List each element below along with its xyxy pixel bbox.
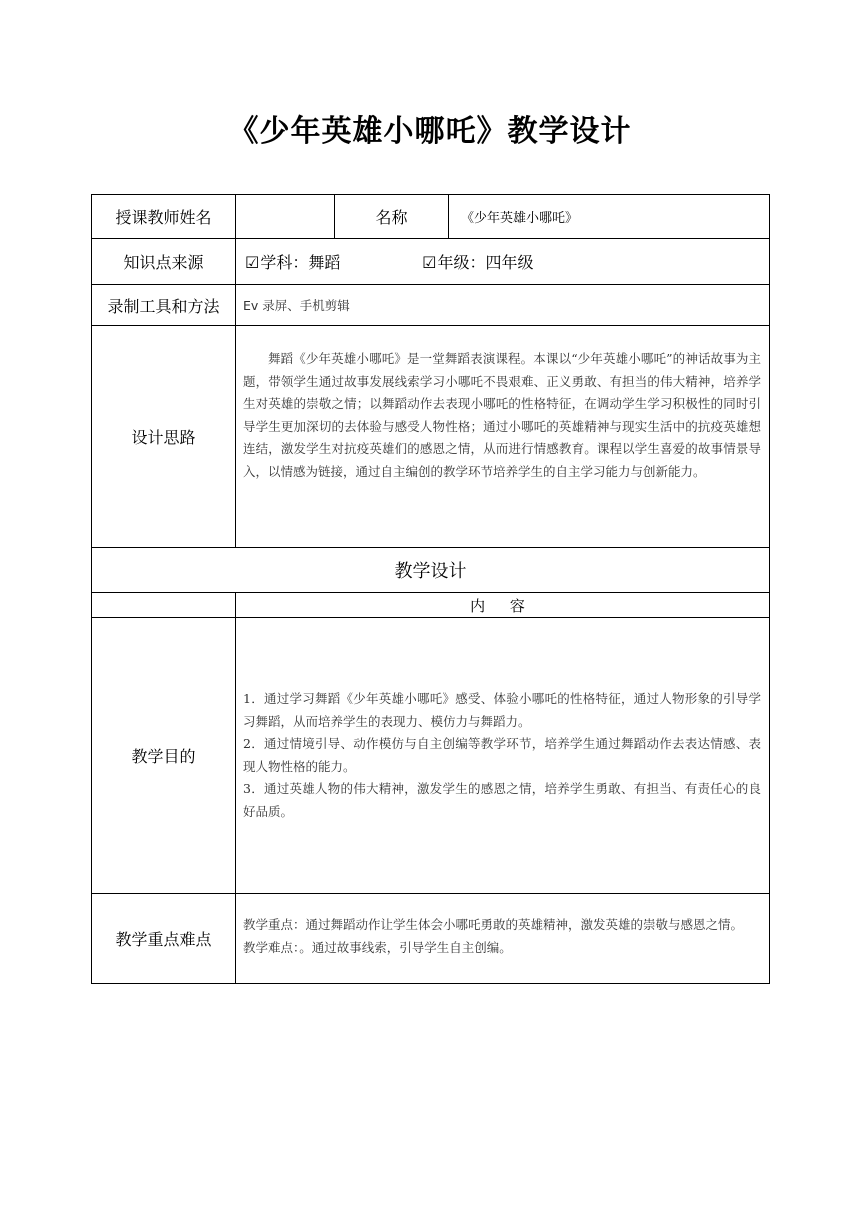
name-value: 《少年英雄小哪吒》 — [449, 195, 770, 239]
goal-item: 1．通过学习舞蹈《少年英雄小哪吒》感受、体验小哪吒的性格特征，通过人物形象的引导学习舞蹈，从而培养学生的表现力、模仿力与舞蹈力。 — [243, 691, 761, 729]
tools-label: 录制工具和方法 — [92, 285, 236, 326]
content-header-blank — [92, 593, 236, 618]
key-cell — [236, 894, 770, 984]
design-cell — [236, 326, 770, 548]
goal-item: 3．通过英雄人物的伟大精神，激发学生的感恩之情，培养学生勇敢、有担当、有责任心的良好品质。 — [243, 781, 761, 819]
section-title: 教学设计 — [92, 548, 770, 593]
goals-label: 教学目的 — [92, 618, 236, 894]
teacher-row — [92, 195, 770, 239]
key-row — [92, 894, 770, 984]
source-row — [92, 239, 770, 285]
subject-checkbox-icon: ☑ — [245, 253, 260, 272]
subject-text: 学科：舞蹈 — [260, 253, 341, 272]
tools-row — [92, 285, 770, 326]
section-row — [92, 548, 770, 593]
grade-text: 年级：四年级 — [437, 253, 534, 272]
content-header-row — [92, 593, 770, 618]
goal-item: 2．通过情境引导、动作模仿与自主创编等教学环节，培养学生通过舞蹈动作去表达情感、表现人物性格的能力。 — [243, 736, 761, 774]
design-row — [92, 326, 770, 548]
design-text: 舞蹈《少年英雄小哪吒》是一堂舞蹈表演课程。本课以“少年英雄小哪吒”的神话故事为主题，带领学生通过故事发展线索学习小哪吒不畏艰难、正义勇敢、有担当的伟大精神，培养学生对英雄的崇敬之情；以舞蹈动作去表现小哪吒的性格特征，在调动学生学习积极性的同时引导学生更加深切的去体验与感受人物性格；通过小哪吒的英雄精神与现实生活中的抗疫英雄想连结，激发学生对抗疫英雄们的感恩之情，从而进行情感教育。课程以学生喜爱的故事情景导入，以情感为链接，通过自主编创的教学环节培养学生的自主学习能力与创新能力。 — [243, 351, 761, 479]
goals-row — [92, 618, 770, 894]
source-label: 知识点来源 — [92, 239, 236, 285]
document-title: 《少年英雄小哪吒》教学设计 — [228, 114, 632, 149]
design-label: 设计思路 — [92, 326, 236, 548]
content-header: 内 容 — [236, 593, 770, 618]
key-label: 教学重点难点 — [92, 894, 236, 984]
key-point: 教学重点：通过舞蹈动作让学生体会小哪吒勇敢的英雄精神，激发英雄的崇敬与感恩之情。 — [243, 917, 744, 932]
difficult-point: 教学难点：。通过故事线索，引导学生自主创编。 — [243, 939, 512, 955]
name-label: 名称 — [335, 195, 449, 239]
teacher-label: 授课教师姓名 — [92, 195, 236, 239]
source-cell — [236, 239, 770, 285]
tools-value: Ev 录屏、手机剪辑 — [236, 285, 770, 326]
goals-cell — [236, 618, 770, 894]
grade-checkbox-icon: ☑ — [422, 253, 437, 272]
teacher-name-cell — [236, 195, 335, 239]
lesson-table — [91, 194, 770, 984]
